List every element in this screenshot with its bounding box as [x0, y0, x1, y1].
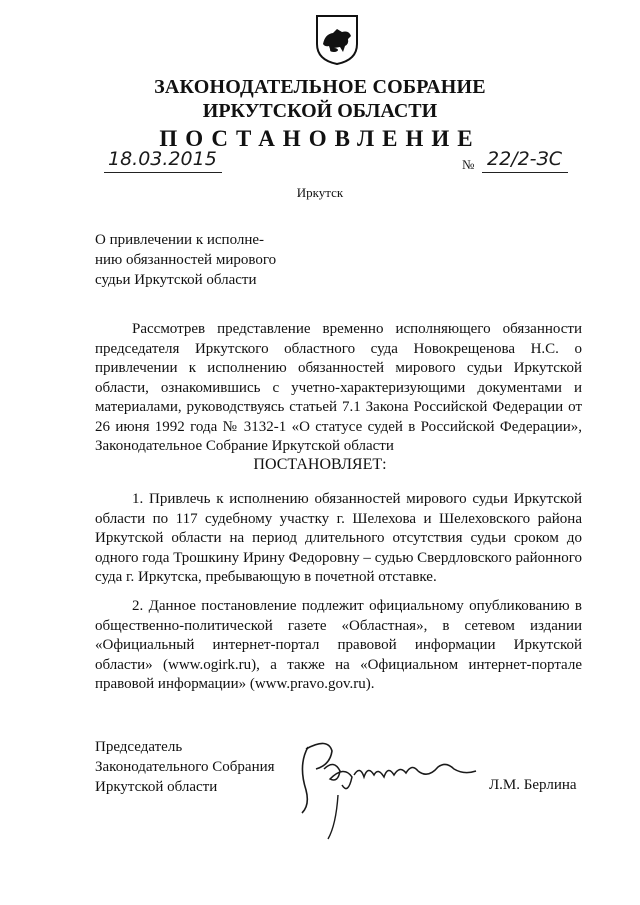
- coat-of-arms-icon: [315, 14, 359, 66]
- organization-name-line1: ЗАКОНОДАТЕЛЬНОЕ СОБРАНИЕ: [154, 76, 486, 98]
- resolves-heading: ПОСТАНОВЛЯЕТ:: [253, 456, 387, 473]
- document-subject: [95, 230, 295, 290]
- subject-line: нию обязанностей мирового: [95, 252, 277, 268]
- signatory-title-line: Председатель: [95, 739, 183, 755]
- signatory-title: [95, 737, 275, 797]
- signatory-title-line: Иркутской области: [95, 779, 218, 795]
- organization-name-line2: ИРКУТСКОЙ ОБЛАСТИ: [202, 100, 438, 122]
- preamble-text: Рассмотрев представление временно исполняющего обязанности председателя Иркутского областного суда Новокрещенова Н.С. о привлечении к исполнению обязанностей мирового судьи Иркутской области, ознакомившись с учетно-характеризующими документами и материалами, руководствуясь статьей 7.1 Закона Российской Федерации от 26 июня 1992 года № 3132-1 «О статусе судей в Российской Федерации», Законодательное Собрание Иркутской области: [95, 321, 582, 454]
- signatory-name: Л.М. Берлина: [489, 777, 577, 793]
- item-1-text: 1. Привлечь к исполнению обязанностей мирового судьи Иркутской области по 117 судебному участку г. Шелехова и Шелеховского района Иркутской области на период длительного отсутствия судьи сроком до одного года Трошкину Ирину Федоровну – судью Свердловского районного суда г. Иркутска, пребывающую в почетной отставке.: [95, 491, 582, 585]
- subject-line: О привлечении к исполне-: [95, 232, 265, 248]
- handwritten-signature: [288, 735, 478, 845]
- document-type-title: ПОСТАНОВЛЕНИЕ: [159, 126, 481, 151]
- document-date: 18.03.2015: [108, 148, 217, 170]
- preamble-paragraph: [95, 320, 582, 457]
- number-sign: №: [462, 157, 475, 172]
- document-number: 22/2-ЗС: [487, 148, 562, 170]
- number-underline: [482, 172, 568, 173]
- item-2-text: 2. Данное постановление подлежит официальному опубликованию в общественно-политической газете «Областная», в сетевом издании «Официальный интернет-портал правовой информации Иркутской области» (www.ogirk.ru), а также на «Официальном интернет-портале правовой информации» (www.pravo.gov.ru).: [95, 598, 582, 692]
- subject-line: судьи Иркутской области: [95, 272, 257, 288]
- date-underline: [104, 172, 222, 173]
- city: Иркутск: [296, 185, 344, 200]
- item-1-paragraph: [95, 490, 582, 588]
- signatory-title-line: Законодательного Собрания: [95, 759, 275, 775]
- item-2-paragraph: [95, 597, 582, 695]
